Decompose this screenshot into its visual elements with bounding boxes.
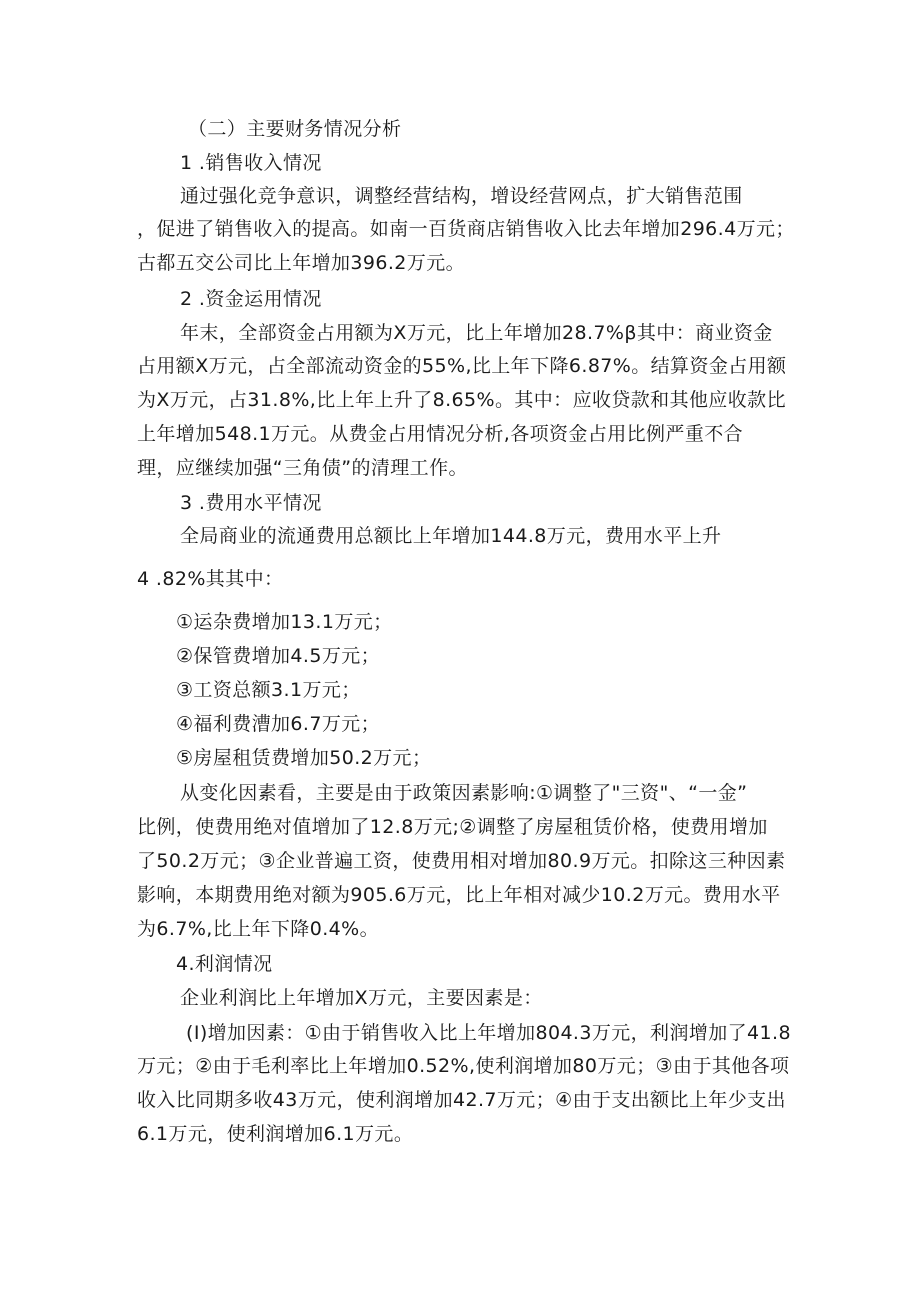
expenses-analysis-line: 为6.7%,比上年下降0.4%。 <box>137 918 379 940</box>
expenses-heading: 3 .费用水平情况 <box>180 492 322 514</box>
expense-item: ④福利费漕加6.7万元； <box>176 713 381 735</box>
expenses-analysis-line: 比例，使费用绝对值增加了12.8万元;②调整了房屋租赁价格，使费用增加 <box>137 816 768 838</box>
funds-paragraph-line: 上年增加548.1万元。从费金占用情况分析,各项资金占用比例严重不合 <box>137 423 744 445</box>
funds-paragraph-line: 为X万元，占31.8%,比上年上升了8.65%。其中：应收贷款和其他应收款比 <box>137 389 786 411</box>
expenses-intro-line: 4 .82%其其中： <box>137 568 284 590</box>
expense-item: ③工资总额3.1万元； <box>176 679 361 701</box>
expenses-analysis-line: 了50.2万元；③企业普遍工资，使费用相对增加80.9万元。扣除这三种因素 <box>137 850 786 872</box>
funds-heading: 2 .资金运用情况 <box>180 288 322 310</box>
expense-item: ①运杂费增加13.1万元； <box>176 611 393 633</box>
section-heading: （二）主要财务情况分析 <box>188 118 402 140</box>
profit-paragraph-line: (I)增加因素：①由于销售收入比上年增加804.3万元，利润增加了41.8 <box>186 1022 791 1044</box>
sales-paragraph-line: 古都五交公司比上年增加396.2万元。 <box>137 252 465 274</box>
profit-intro: 企业利润比上年增加X万元，主要因素是： <box>180 987 543 1009</box>
funds-paragraph-line: 年末，全部资金占用额为X万元，比上年增加28.7%β其中：商业资金 <box>180 322 773 344</box>
sales-heading: 1 .销售收入情况 <box>180 152 322 174</box>
funds-paragraph-line: 理，应继续加强“三角债”的清理工作。 <box>137 457 468 479</box>
sales-paragraph-line: 通过强化竞争意识，调整经营结构，增设经营网点，扩大销售范围 <box>180 185 743 207</box>
expenses-analysis-line: 从变化因素看，主要是由于政策因素影响:①调整了"三资"、“一金” <box>180 782 748 804</box>
funds-paragraph-line: 占用额X万元，占全部流动资金的55%,比上年下降6.87%。结算资金占用额 <box>137 355 787 377</box>
sales-paragraph-line: ，促进了销售收入的提高。如南一百货商店销售收入比去年增加296.4万元； <box>137 218 795 240</box>
expense-item: ②保管费增加4.5万元； <box>176 645 381 667</box>
profit-paragraph-line: 万元；②由于毛利率比上年增加0.52%,使利润增加80万元；③由于其他各项 <box>137 1055 790 1077</box>
expense-item: ⑤房屋租赁费增加50.2万元； <box>176 747 432 769</box>
profit-heading: 4.利润情况 <box>176 953 273 975</box>
profit-paragraph-line: 6.1万元，使利润增加6.1万元。 <box>137 1123 414 1145</box>
expenses-analysis-line: 影响，本期费用绝对额为905.6万元，比上年相对减少10.2万元。费用水平 <box>137 884 781 906</box>
expenses-intro-line: 全局商业的流通费用总额比上年增加144.8万元，费用水平上升 <box>180 525 722 547</box>
profit-paragraph-line: 收入比同期多收43万元，使利润增加42.7万元；④由于支出额比上年少支出 <box>137 1089 786 1111</box>
